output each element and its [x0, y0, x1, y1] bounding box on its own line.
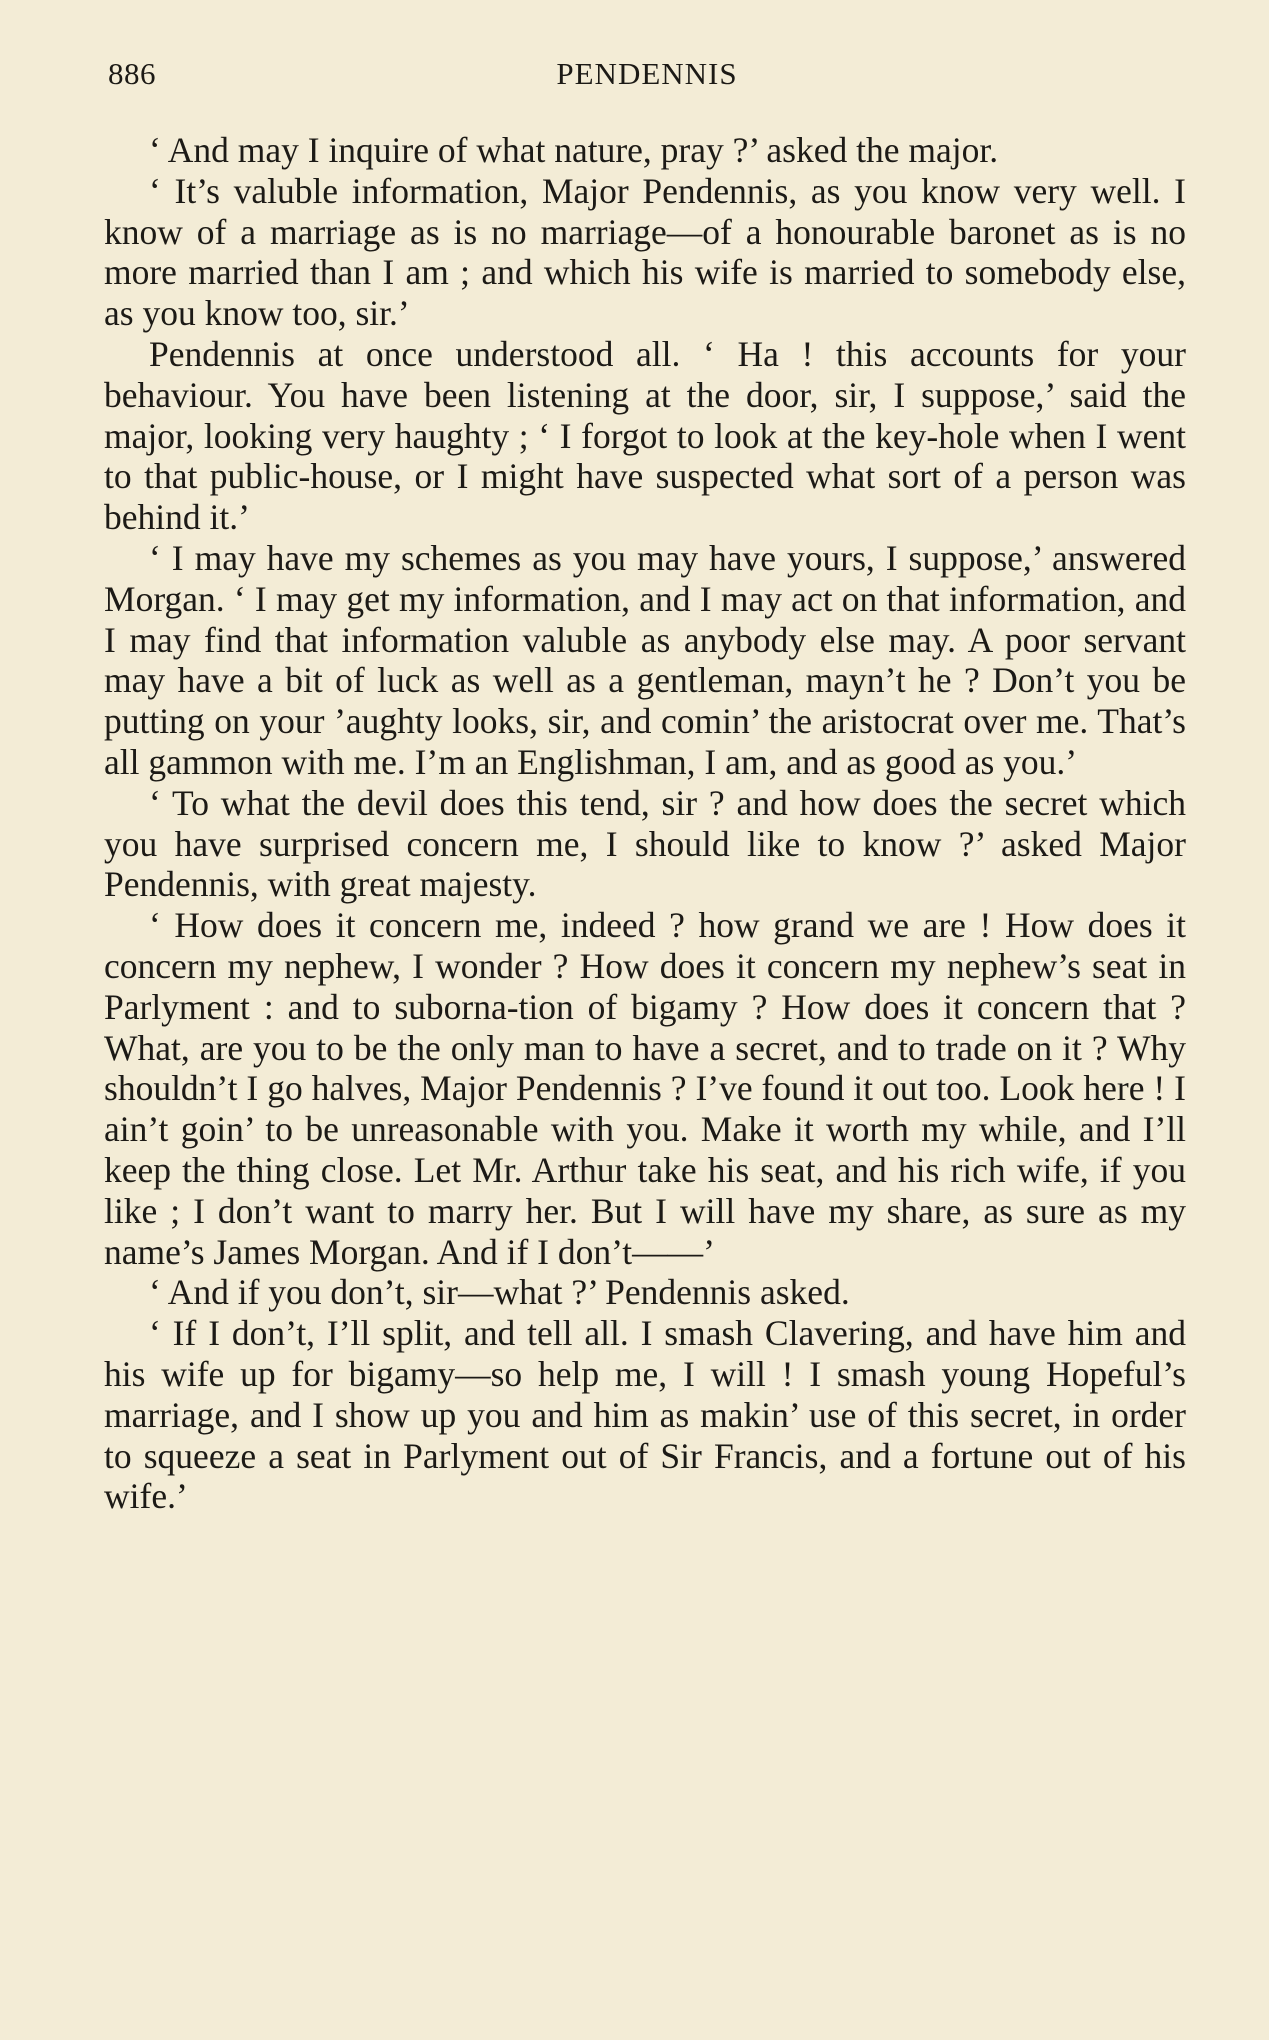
paragraph: ‘ To what the devil does this tend, sir ? and how does the secret which you have surprised concern me, I should like to know ?’ asked Major Pendennis, with great majesty.	[104, 782, 1186, 905]
paragraph: ‘ And may I inquire of what nature, pray ?’ asked the major.	[149, 130, 999, 170]
paragraph: ‘ It’s valuble information, Major Pendennis, as you know very well. I know of a marriage as is no marriage—of a honourable baronet as is no more married than I am ; and which his wife is married to somebody else, as you know too, sir.’	[104, 170, 1186, 334]
body-text	[104, 130, 1186, 1517]
page-number: 886	[108, 56, 156, 91]
paragraph: ‘ If I don’t, I’ll split, and tell all. I smash Clavering, and have him and his wife up for bigamy—so help me, I will ! I smash young Hopeful’s marriage, and I show up you and him as makin’ use of this secret, in order to squeeze a seat in Parlyment out of Sir Francis, and a fortune out of his wife.’	[104, 1313, 1186, 1517]
paragraph: ‘ How does it concern me, indeed ? how grand we are ! How does it concern my nephew, I wonder ? How does it concern my nephew’s seat in Parlyment : and to suborna-tion of bigamy ? How does it concern that ? What, are you to be the only man to have a secret, and to trade on it ? Why shouldn’t I go halves, Major Pendennis ? I’ve found it out too. Look here ! I ain’t goin’ to be unreasonable with you. Make it worth my while, and I’ll keep the thing close. Let Mr. Arthur take his seat, and his rich wife, if you like ; I don’t want to marry her. But I will have my share, as sure as my name’s James Morgan. And if I don’t——’	[104, 905, 1186, 1272]
paragraph: ‘ And if you don’t, sir—what ?’ Pendennis asked.	[149, 1272, 850, 1313]
paragraph: Pendennis at once understood all. ‘ Ha ! this accounts for your behaviour. You have been listening at the door, sir, I suppose,’ said the major, looking very haughty ; ‘ I forgot to look at the key-hole when I went to that public-house, or I might have suspected what sort of a person was behind it.’	[104, 333, 1186, 538]
page-header	[108, 54, 1186, 94]
running-head: PENDENNIS	[556, 56, 738, 91]
paragraph: ‘ I may have my schemes as you may have yours, I suppose,’ answered Morgan. ‘ I may get my information, and I may act on that information, and I may find that information valuble as anybody else may. A poor servant may have a bit of luck as well as a gentleman, mayn’t he ? Don’t you be putting on your ’aughty looks, sir, and comin’ the aristocrat over me. That’s all gammon with me. I’m an Englishman, I am, and as good as you.’	[104, 537, 1186, 782]
